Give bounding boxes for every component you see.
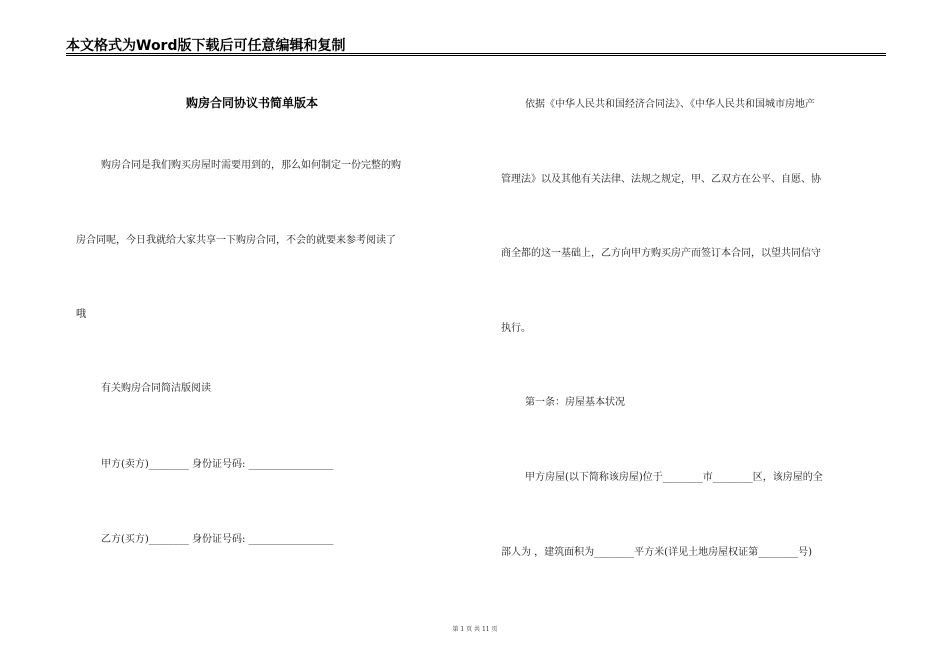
basis-line-2: 管理法》以及其他有关法律、法规之规定，甲、乙双方在公平、自愿、协 bbox=[501, 174, 821, 185]
article-1-line-1: 甲方房屋(以下简称该房屋)位于________市________区，该房屋的全 bbox=[525, 472, 823, 483]
header-text: 本文格式为Word版下载后可任意编辑和复制 bbox=[66, 38, 346, 54]
basis-line-1: 依据《中华人民共和国经济合同法》、《中华人民共和国城市房地产 bbox=[525, 99, 815, 110]
intro-line-1: 购房合同是我们购买房屋时需要用到的，那么如何制定一份完整的购 bbox=[101, 160, 401, 171]
page-number-footer: 第 1 页 共 11 页 bbox=[452, 626, 498, 633]
party-b-line: 乙方(买方)________ 身份证号码: _________________ bbox=[101, 534, 334, 545]
article-1-heading: 第一条：房屋基本状况 bbox=[525, 397, 625, 408]
page-header bbox=[66, 32, 886, 54]
article-1-line-2: 部人为 ，建筑面积为________平方米(详见土地房屋权证第________号) bbox=[501, 547, 812, 558]
header-divider bbox=[66, 55, 886, 56]
document-title: 购房合同协议书简单版本 bbox=[186, 96, 319, 110]
related-reading-heading: 有关购房合同简洁版阅读 bbox=[101, 383, 211, 394]
intro-line-3: 哦 bbox=[76, 309, 86, 320]
intro-line-2: 房合同呢，今日我就给大家共享一下购房合同，不会的就要来参考阅读了 bbox=[76, 235, 396, 246]
party-a-line: 甲方(卖方)________ 身份证号码: _________________ bbox=[101, 459, 334, 470]
basis-line-3: 商全都的这一基础上，乙方向甲方购买房产而签订本合同，以望共同信守 bbox=[501, 248, 821, 259]
basis-line-4: 执行。 bbox=[501, 323, 531, 334]
